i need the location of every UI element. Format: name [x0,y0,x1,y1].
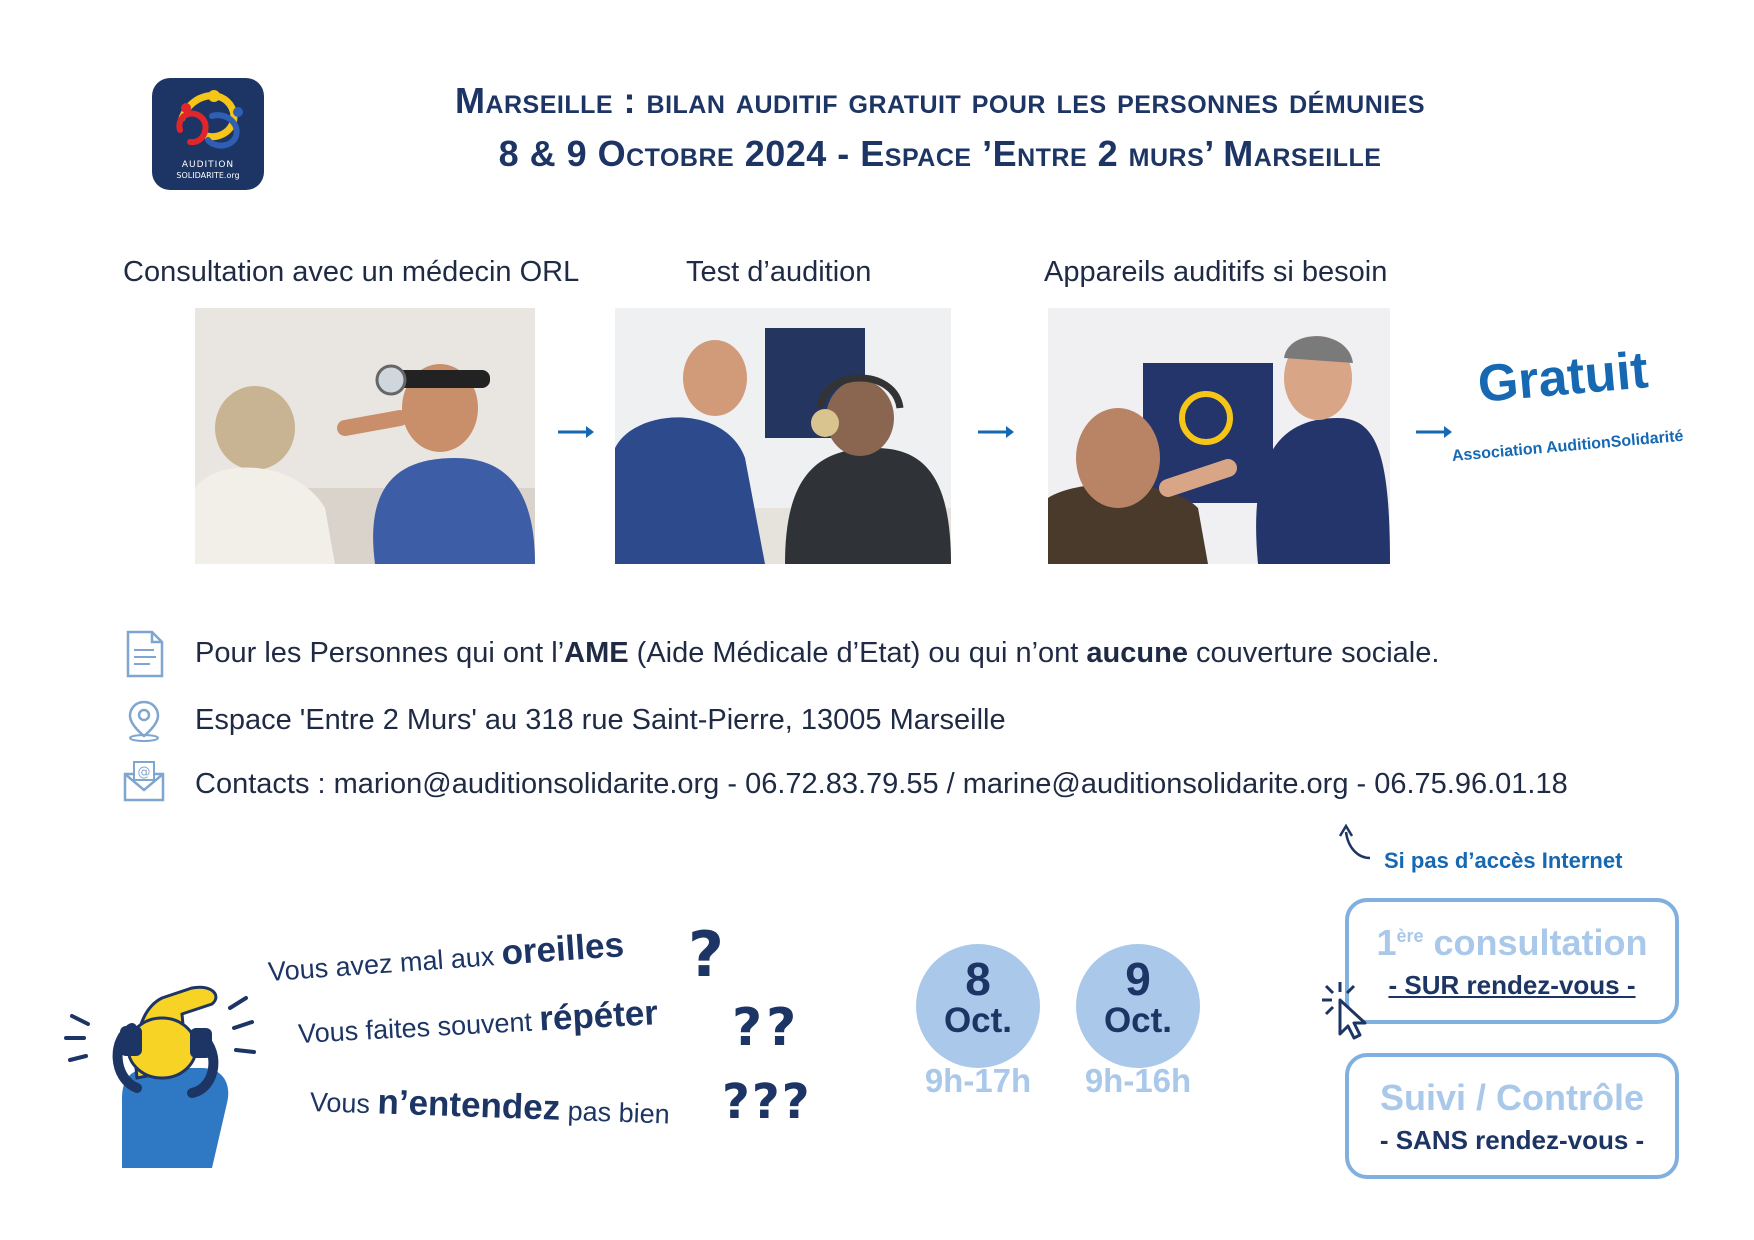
free-label: Gratuit [1475,341,1651,414]
click-cursor-icon [1318,978,1380,1040]
step-label-hearing-test: Test d’audition [686,256,872,288]
photo-hearing-test [615,308,951,564]
eligibility-text: Pour les Personnes qui ont l’AME (Aide Médicale d’Etat) ou qui n’ont aucune couverture sociale. [195,637,1440,669]
logo-text-solidarite: SOLIDARITE.org [176,171,240,180]
svg-text:@: @ [137,765,151,780]
question-repeat: Vous faites souvent répéter [297,993,659,1049]
photo-ent-doctor [195,308,535,564]
phone-note: Si pas d’accès Internet [1384,848,1623,873]
question-ears: Vous avez mal aux oreilles [267,925,626,987]
question-marks-2: ?? [732,998,801,1058]
no-appointment-label: - SANS rendez-vous - [1379,1125,1645,1155]
followup-box [1345,1053,1679,1179]
logo-figures-icon [152,78,264,160]
address-text: Espace 'Entre 2 Murs' au 318 rue Saint-Pierre, 13005 Marseille [195,704,1006,736]
association-label: Association AuditionSolidarité [1451,427,1685,465]
first-consultation-box [1345,898,1679,1024]
audition-solidarite-logo [152,78,264,190]
logo-text-audition: AUDITION [181,160,235,170]
contacts-text: Contacts : marion@auditionsolidarite.org - 06.72.83.79.55 / marine@auditionsolidarite.org - 06.75.96.01.18 [195,768,1568,800]
question-marks-3: ??? [722,1074,812,1130]
hours-oct-9: 9h-16h [1084,1062,1192,1099]
date-day: 8 [965,953,991,1005]
document-icon [122,630,166,674]
appointment-required-label: - SUR rendez-vous - [1388,970,1636,1000]
email-envelope-icon [122,760,166,804]
question-hearing: Vous n’entendez pas bien [309,1082,671,1130]
location-pin-icon [122,698,166,742]
question-marks-1: ? [688,918,724,991]
page-title: Marseille : bilan auditif gratuit pour les personnes démunies [454,80,1426,121]
date-badge-oct-8 [916,944,1040,1068]
step-label-consultation: Consultation avec un médecin ORL [123,256,580,288]
cartoon-person-covering-ears [62,968,258,1168]
date-month: Oct. [1103,1001,1173,1040]
first-consultation-heading: 1ère consultation [1376,922,1648,963]
date-badge-oct-9 [1076,944,1200,1068]
date-day: 9 [1125,953,1151,1005]
photo-hearing-aids [1048,308,1390,564]
step-label-hearing-aids: Appareils auditifs si besoin [1044,256,1388,288]
hours-oct-8: 9h-17h [924,1062,1032,1099]
followup-heading: Suivi / Contrôle [1379,1077,1645,1118]
arrow-right-icon [976,424,1016,440]
event-dates-title: 8 & 9 Octobre 2024 - Espace ’Entre 2 murs’ Marseille [498,133,1382,174]
date-month: Oct. [943,1001,1013,1040]
arrow-right-icon [556,424,596,440]
curved-arrow-icon [1336,822,1374,866]
arrow-right-icon [1414,424,1454,440]
